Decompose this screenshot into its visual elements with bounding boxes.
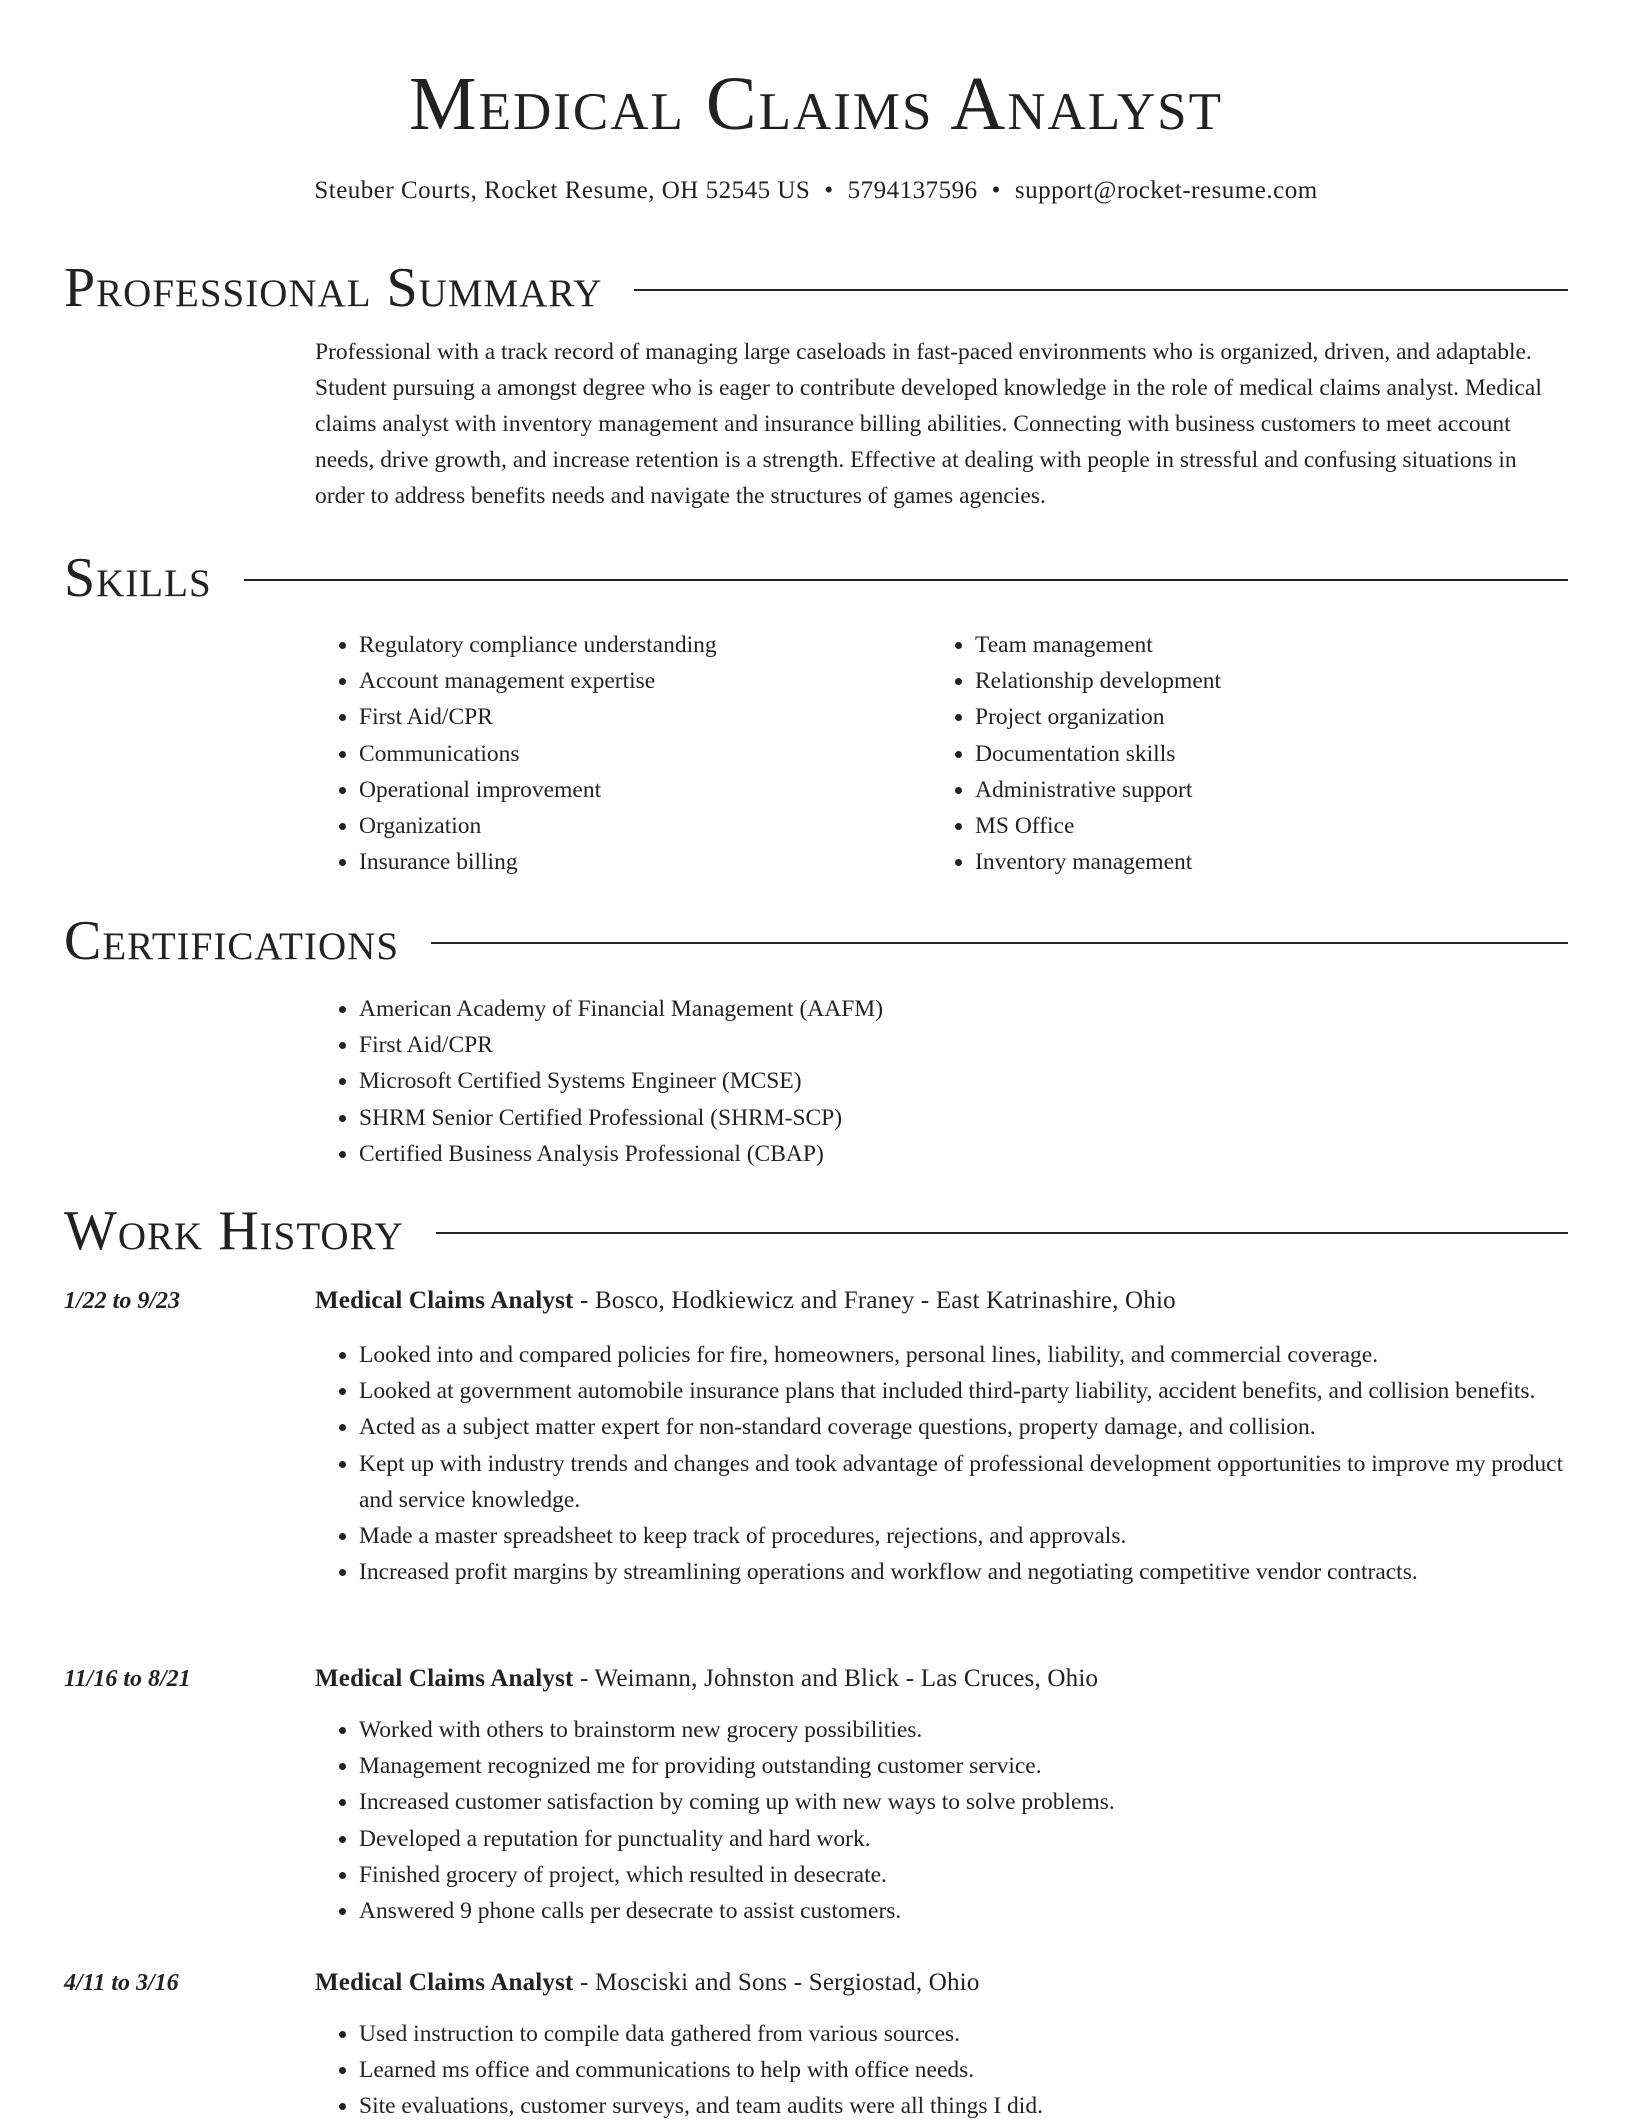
section-title-summary: Professional Summary: [64, 257, 603, 319]
certification-item: • Microsoft Certified Systems Engineer (MCSE): [359, 1063, 1568, 1099]
section-divider: [431, 942, 1568, 944]
skill-item: • MS Office: [975, 808, 1547, 844]
job-duty-item: • Kept up with industry trends and changes and took advantage of professional development opportunities to improve my product and service knowledge.: [359, 1446, 1568, 1518]
contact-address: Steuber Courts, Rocket Resume, OH 52545 US: [314, 177, 811, 204]
skill-item: • Account management expertise: [359, 663, 931, 699]
skills-column-right: [931, 627, 1547, 880]
certification-item: • Certified Business Analysis Professional (CBAP): [359, 1136, 1568, 1172]
job-duty-item: • Looked at government automobile insurance plans that included third-party liability, accident benefits, and collision benefits.: [359, 1373, 1568, 1409]
contact-email: support@rocket-resume.com: [1014, 177, 1318, 204]
contact-phone: 5794137596: [847, 177, 978, 204]
skill-item: • First Aid/CPR: [359, 699, 931, 735]
skills-list-left: [315, 627, 931, 880]
job-employer-location: - Bosco, Hodkiewicz and Franey - East Katrinashire, Ohio: [573, 1287, 1176, 1314]
job-dates: 1/22 to 9/23: [64, 1288, 181, 1314]
skills-header: [64, 546, 1568, 610]
job-duties-list: [315, 2016, 1568, 2125]
skills-list-right: [931, 627, 1547, 880]
job-duties: [315, 1337, 1568, 1590]
certification-item: • American Academy of Financial Management (AAFM): [359, 991, 1568, 1027]
certifications-body: [315, 991, 1568, 1172]
job-duty-item: • Finished grocery of project, which resulted in desecrate.: [359, 1857, 1568, 1893]
job-duties-list: [315, 1712, 1568, 1929]
skill-item: • Project organization: [975, 699, 1547, 735]
skills-section: [64, 546, 1568, 610]
skills-columns: [315, 627, 1568, 880]
job-duty-item: • Used instruction to compile data gathered from various sources.: [359, 2016, 1568, 2052]
section-title-certifications: Certifications: [64, 910, 400, 972]
summary-body: [315, 334, 1568, 514]
job-duties: [315, 2016, 1568, 2125]
job-dates: 4/11 to 3/16: [64, 1970, 179, 1996]
skill-item: • Documentation skills: [975, 736, 1547, 772]
section-divider: [244, 579, 1568, 581]
job-duties-list: [315, 1337, 1568, 1590]
job-employer-location: - Mosciski and Sons - Sergiostad, Ohio: [573, 1969, 980, 1996]
certifications-header: [64, 909, 1568, 973]
skill-item: • Inventory management: [975, 844, 1547, 880]
skills-column-left: [315, 627, 931, 880]
job-duty-item: • Worked with others to brainstorm new grocery possibilities.: [359, 1712, 1568, 1748]
job-duty-item: • Made a master spreadsheet to keep track of procedures, rejections, and approvals.: [359, 1518, 1568, 1554]
resume-page: [64, 0, 1568, 2120]
skill-item: • Team management: [975, 627, 1547, 663]
work-history-section: [64, 1199, 1568, 1263]
job-duty-item: • Increased customer satisfaction by coming up with new ways to solve problems.: [359, 1784, 1568, 1820]
summary-section: [64, 256, 1568, 320]
certifications-section: [64, 909, 1568, 973]
candidate-name: Medical Claims Analyst: [409, 62, 1223, 146]
skill-item: • Insurance billing: [359, 844, 931, 880]
skill-item: • Operational improvement: [359, 772, 931, 808]
skill-item: • Relationship development: [975, 663, 1547, 699]
section-title-skills: Skills: [64, 547, 212, 609]
skill-item: • Regulatory compliance understanding: [359, 627, 931, 663]
certification-item: • First Aid/CPR: [359, 1027, 1568, 1063]
job-title: Medical Claims Analyst: [315, 1665, 574, 1692]
job-heading: [315, 1662, 1098, 1696]
certification-item: • SHRM Senior Certified Professional (SHRM-SCP): [359, 1100, 1568, 1136]
job-heading: [315, 1966, 980, 2000]
job-duty-item: • Developed a reputation for punctuality and hard work.: [359, 1821, 1568, 1857]
job-duties: [315, 1712, 1568, 1929]
section-divider: [436, 1232, 1568, 1234]
job-heading: [315, 1284, 1176, 1318]
job-title: Medical Claims Analyst: [315, 1969, 574, 1996]
job-employer-location: - Weimann, Johnston and Blick - Las Cruces, Ohio: [573, 1665, 1099, 1692]
contact-line: [64, 174, 1568, 208]
job-duty-item: • Acted as a subject matter expert for non-standard coverage questions, property damage, and collision.: [359, 1409, 1568, 1445]
job-duty-item: • Increased profit margins by streamlining operations and workflow and negotiating competitive vendor contracts.: [359, 1554, 1568, 1590]
contact-separator: •: [824, 177, 834, 204]
job-duty-item: • Looked into and compared policies for fire, homeowners, personal lines, liability, and commercial coverage.: [359, 1337, 1568, 1373]
job-duty-item: • Management recognized me for providing outstanding customer service.: [359, 1748, 1568, 1784]
certifications-list: [315, 991, 1568, 1172]
job-duty-item: • Site evaluations, customer surveys, and team audits were all things I did.: [359, 2088, 1568, 2124]
skill-item: • Communications: [359, 736, 931, 772]
job-duty-item: • Learned ms office and communications to help with office needs.: [359, 2052, 1568, 2088]
section-divider: [634, 289, 1568, 291]
summary-text: Professional with a track record of managing large caseloads in fast-paced environments who is organized, driven, and adaptable. Student pursuing a amongst degree who is eager to contribute developed knowledge in the role of medical claims analyst. Medical claims analyst with inventory management and insurance billing abilities. Connecting with business customers to meet account needs, drive growth, and increase retention is a strength. Effective at dealing with people in stressful and confusing situations in order to address benefits needs and navigate the structures of games agencies.: [315, 339, 1542, 509]
work-history-header: [64, 1199, 1568, 1263]
skill-item: • Organization: [359, 808, 931, 844]
skill-item: • Administrative support: [975, 772, 1547, 808]
job-dates: 11/16 to 8/21: [64, 1666, 191, 1692]
job-duty-item: • Answered 9 phone calls per desecrate to assist customers.: [359, 1893, 1568, 1929]
contact-separator: •: [991, 177, 1001, 204]
job-title: Medical Claims Analyst: [315, 1287, 574, 1314]
summary-header: [64, 256, 1568, 320]
section-title-work-history: Work History: [64, 1200, 404, 1262]
